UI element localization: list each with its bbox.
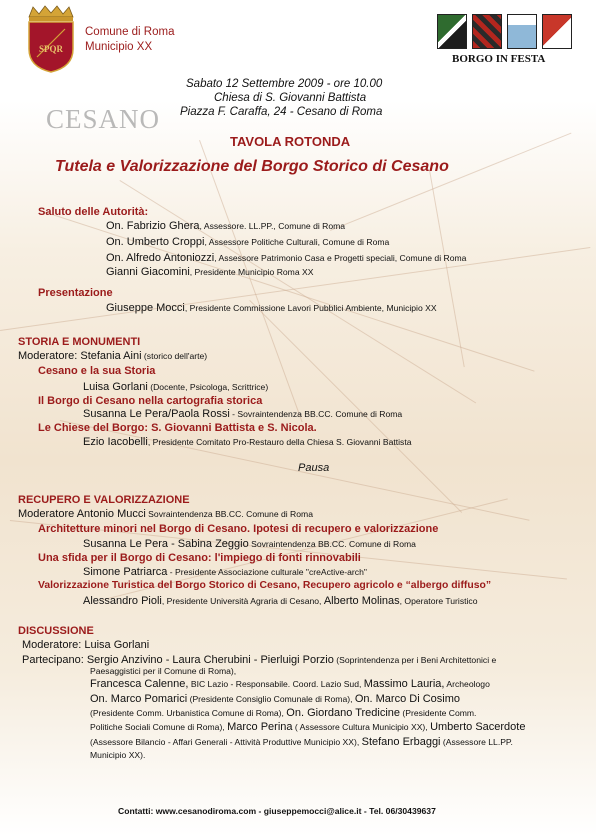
speaker-name: Giuseppe Mocci xyxy=(106,302,185,314)
recupero-heading: RECUPERO E VALORIZZAZIONE xyxy=(18,494,190,506)
talk-title: Le Chiese del Borgo: S. Giovanni Battista e S. Nicola. xyxy=(38,422,317,434)
saluto-item xyxy=(106,236,389,248)
speaker-role: , Assessore Politiche Culturali, Comune di Roma xyxy=(204,237,390,247)
discussione-line: Municipio XX). xyxy=(90,750,146,760)
speaker-role: BIC Lazio - Responsabile. Coord. Lazio Sud, xyxy=(188,679,364,689)
speaker-name: Luisa Gorlani xyxy=(83,381,148,393)
discussione-heading: DISCUSSIONE xyxy=(18,625,94,637)
speaker-role: ( Assessore Cultura Municipio XX), xyxy=(292,722,431,732)
borgo-shields xyxy=(437,14,575,50)
speaker-name: Massimo Lauria, xyxy=(363,678,445,690)
discussione-line: Paesaggistici per il Comune di Roma), xyxy=(90,666,237,676)
speaker-name: On. Marco Pomarici xyxy=(90,693,188,705)
speaker-role: Politiche Sociali Comune di Roma), xyxy=(90,722,228,732)
speaker-name: Umberto Sacerdote xyxy=(430,721,526,733)
discussione-moderatore: Moderatore: Luisa Gorlani xyxy=(22,639,150,651)
speaker-role: (Assessore Bilancio - Affari Generali - Attività Produttive Municipio XX), xyxy=(90,737,362,747)
shield-icon xyxy=(507,14,537,49)
talk-title: Architetture minori nel Borgo di Cesano. Ipotesi di recupero e valorizzazione xyxy=(38,523,439,535)
speaker-role: , Assessore Patrimonio Casa e Progetti speciali, Comune di Roma xyxy=(214,253,467,263)
spqr-text: SPQR xyxy=(38,44,64,54)
event-place-church: Chiesa di S. Giovanni Battista xyxy=(214,92,367,104)
discussione-line xyxy=(90,707,476,719)
saluto-heading: Saluto delle Autorità: xyxy=(38,206,149,218)
speaker-name: On. Fabrizio Ghera xyxy=(106,220,200,232)
speaker-name: Marco Perina xyxy=(227,721,293,733)
map-label-cesano: CESANO xyxy=(46,104,161,134)
pausa-label: Pausa xyxy=(298,462,330,474)
speaker-role: - Sovraintendenza BB.CC. Comune di Roma xyxy=(229,409,403,419)
talk-title: Una sfida per il Borgo di Cesano: l'impiego di fonti rinnovabili xyxy=(38,552,361,564)
discussione-line xyxy=(90,721,525,733)
speaker-role: (Soprintendenza per i Beni Architettonici e xyxy=(333,655,497,665)
speaker-name: Sergio Anzivino - Laura Cherubini - Pierluigi Porzio xyxy=(83,654,334,666)
talk-speaker xyxy=(83,595,478,607)
speaker-role: (Docente, Psicologa, Scrittrice) xyxy=(147,382,269,392)
speaker-role: (Presidente Comm. Urbanistica Comune di Roma), xyxy=(90,708,287,718)
event-date: Sabato 12 Settembre 2009 - ore 10.00 xyxy=(186,78,383,90)
speaker-name: Stefano Erbaggi xyxy=(361,736,441,748)
borgo-in-festa-label: BORGO IN FESTA xyxy=(452,53,546,65)
speaker-name: On. Umberto Croppi xyxy=(106,236,205,248)
shield-icon xyxy=(437,14,467,49)
saluto-item xyxy=(106,220,345,232)
municipio-label: Municipio XX xyxy=(85,41,153,53)
speaker-name: Alberto Molinas xyxy=(323,595,400,607)
discussione-line xyxy=(22,654,496,666)
talk-speaker xyxy=(83,408,402,420)
speaker-role: , Presidente Università Agraria di Cesano, xyxy=(161,596,324,606)
speaker-role: - Presidente Associazione culturale "creActive-arch" xyxy=(167,567,367,577)
speaker-role: , Assessore. LL.PP., Comune di Roma xyxy=(199,221,346,231)
moderatore-name: Moderatore: Stefania Aini xyxy=(18,350,142,362)
talk-speaker xyxy=(83,381,268,393)
talk-speaker xyxy=(83,436,412,448)
event-place-address: Piazza F. Caraffa, 24 - Cesano di Roma xyxy=(180,106,383,118)
talk-title: Il Borgo di Cesano nella cartografia storica xyxy=(38,395,263,407)
speaker-role: (Presidente Consiglio Comunale di Roma), xyxy=(187,694,355,704)
storia-moderatore xyxy=(18,350,207,362)
speaker-name: Ezio Iacobelli xyxy=(83,436,148,448)
speaker-name: Gianni Giacomini xyxy=(106,266,190,278)
saluto-item xyxy=(106,266,313,278)
speaker-name: Francesca Calenne, xyxy=(90,678,189,690)
shield-icon xyxy=(472,14,502,49)
speaker-role: Archeologo xyxy=(444,679,490,689)
speaker-name: On. Marco Di Cosimo xyxy=(354,693,460,705)
event-type: TAVOLA ROTONDA xyxy=(230,134,351,149)
moderatore-role: (storico dell'arte) xyxy=(141,351,208,361)
speaker-name: Susanna Le Pera/Paola Rossi xyxy=(83,408,230,420)
presentazione-heading: Presentazione xyxy=(38,287,113,299)
speaker-name: On. Giordano Tredicine xyxy=(286,707,401,719)
event-title: Tutela e Valorizzazione del Borgo Storico di Cesano xyxy=(55,158,449,175)
discussione-line xyxy=(90,678,490,690)
talk-speaker xyxy=(83,566,367,578)
presentazione-speaker xyxy=(106,302,437,314)
talk-title: Cesano e la sua Storia xyxy=(38,365,156,377)
partecipano-label: Partecipano: xyxy=(22,654,84,666)
speaker-role: (Presidente Comm. xyxy=(400,708,477,718)
discussione-line xyxy=(90,736,513,748)
recupero-moderatore xyxy=(18,508,313,520)
moderatore-role: Sovraintendenza BB.CC. Comune di Roma xyxy=(145,509,313,519)
speaker-role: , Presidente Comitato Pro-Restauro della Chiesa S. Giovanni Battista xyxy=(147,437,412,447)
comune-label: Comune di Roma xyxy=(85,26,175,38)
speaker-role: Sovraintendenza BB.CC. Comune di Roma xyxy=(248,539,416,549)
talk-speaker xyxy=(83,538,416,550)
talk-title: Valorizzazione Turistica del Borgo Storico di Cesano, Recupero agricolo e “albergo diffuso” xyxy=(38,580,492,591)
speaker-name: On. Alfredo Antoniozzi xyxy=(106,252,215,264)
speaker-role: , Operatore Turistico xyxy=(399,596,478,606)
speaker-role: , Presidente Commissione Lavori Pubblici Ambiente, Municipio XX xyxy=(184,303,437,313)
speaker-role: , Presidente Municipio Roma XX xyxy=(189,267,314,277)
footer-contacts: Contatti: www.cesanodiroma.com - giuseppemocci@alice.it - Tel. 06/30439637 xyxy=(118,806,436,816)
moderatore-name: Moderatore Antonio Mucci xyxy=(18,508,146,520)
speaker-name: Simone Patriarca xyxy=(83,566,168,578)
speaker-role: (Assessore LL.PP. xyxy=(440,737,513,747)
saluto-item xyxy=(106,252,466,264)
speaker-name: Alessandro Pioli xyxy=(83,595,162,607)
shield-icon xyxy=(542,14,572,49)
roma-emblem-icon xyxy=(23,5,79,73)
storia-heading: STORIA E MONUMENTI xyxy=(18,336,141,348)
speaker-name: Susanna Le Pera - Sabina Zeggio xyxy=(83,538,249,550)
discussione-line xyxy=(90,693,460,705)
